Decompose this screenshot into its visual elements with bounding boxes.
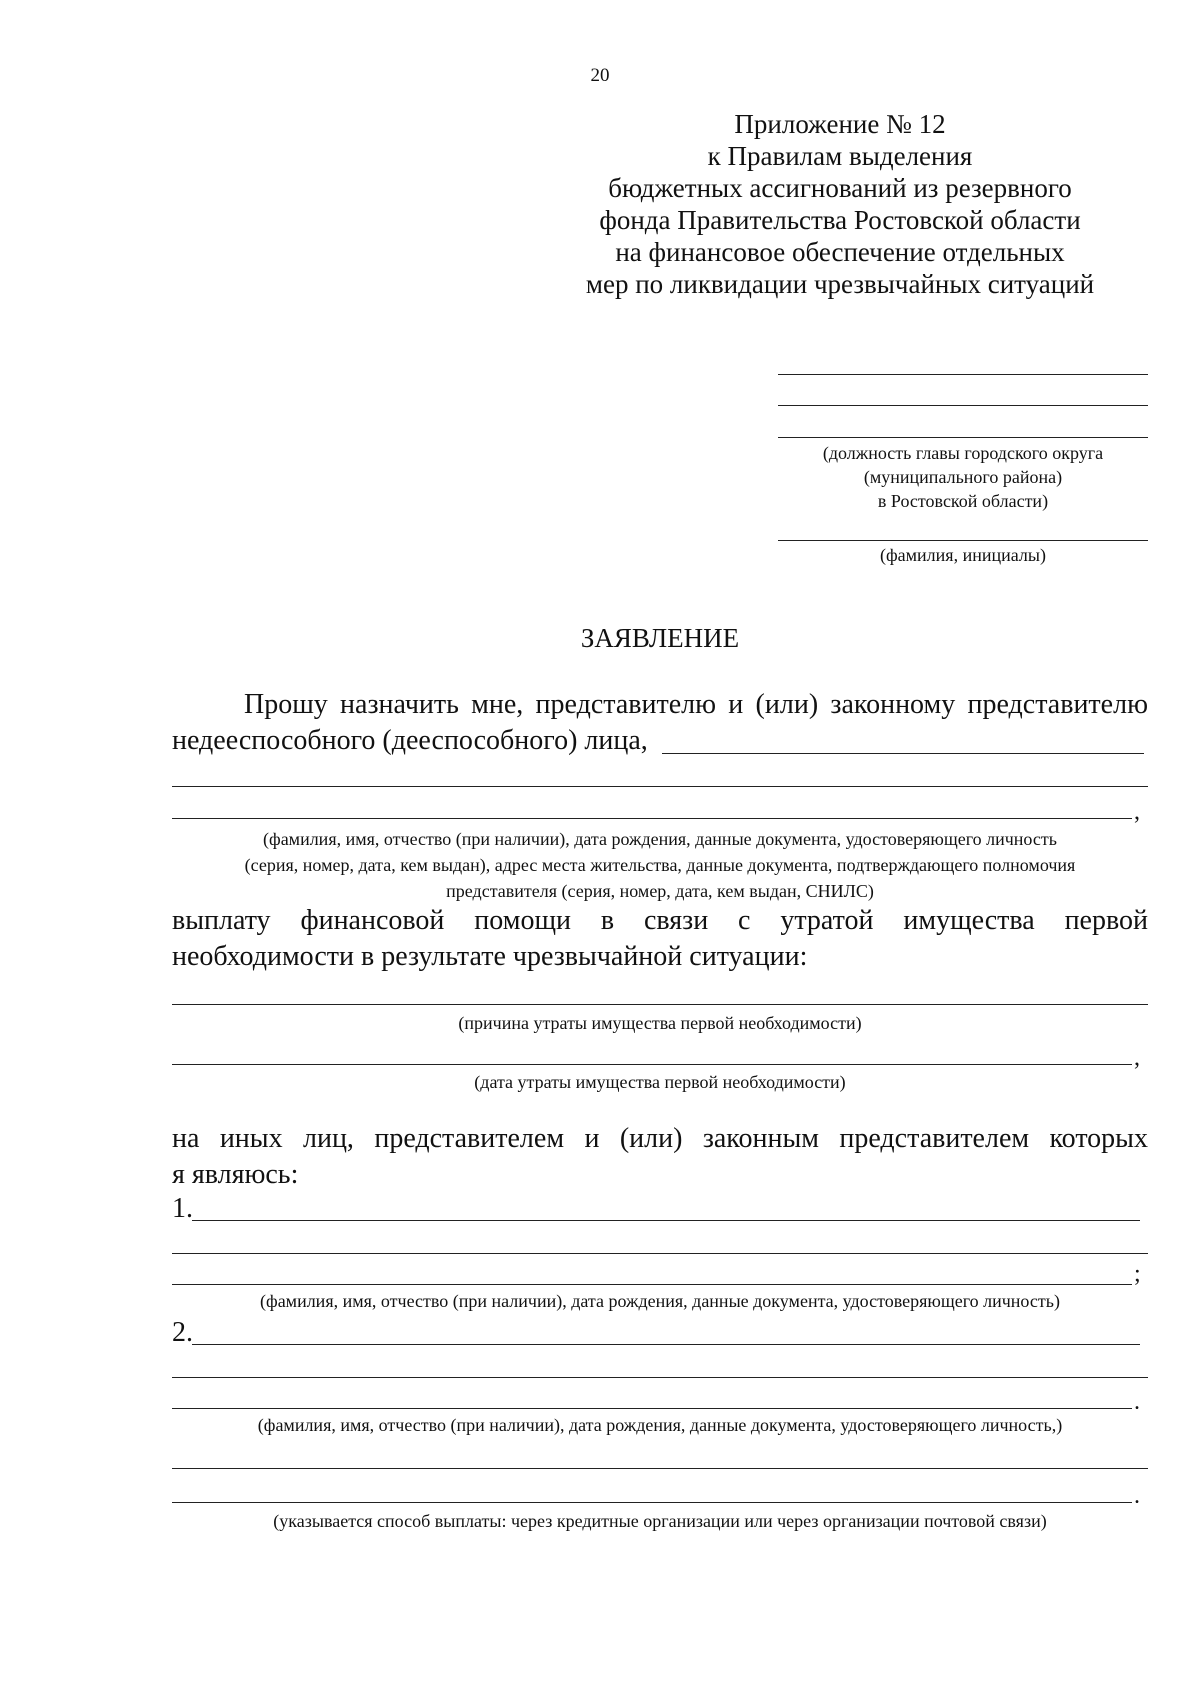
method-blank[interactable] (172, 1468, 1148, 1469)
method-blank[interactable] (172, 1502, 1132, 1503)
caption-line: (должность главы городского округа (822, 443, 1104, 463)
item-2-caption: (фамилия, имя, отчество (при наличии), дата рождения, данные документа, удостоверяющего личность,) (257, 1415, 1063, 1435)
applicant-caption (172, 826, 1148, 904)
item-2-blank[interactable] (172, 1377, 1148, 1378)
applicant-blank[interactable] (662, 753, 1144, 754)
recipient-position-blank[interactable] (778, 374, 1148, 375)
item-1-blank[interactable] (192, 1220, 1140, 1221)
reason-caption: (причина утраты имущества первой необходимости) (458, 1013, 862, 1033)
page-number: 20 (590, 65, 610, 86)
appendix-header (560, 108, 1120, 300)
applicant-blank[interactable] (172, 818, 1132, 819)
date-blank[interactable] (172, 1064, 1132, 1065)
header-line: Приложение № 12 (734, 109, 946, 139)
request-line-2: недееспособного (дееспособного) лица, (172, 725, 648, 756)
caption-line: (серия, номер, дата, кем выдан), адрес места жительства, данные документа, подтверждающего полномочия (244, 855, 1076, 875)
item-2-end: . (1134, 1389, 1140, 1415)
header-line: к Правилам выделения (707, 141, 973, 171)
reason-blank[interactable] (172, 1004, 1148, 1005)
date-comma: , (1134, 1045, 1140, 1071)
header-line: бюджетных ассигнований из резервного (608, 173, 1072, 203)
header-line: на финансовое обеспечение отдельных (615, 237, 1065, 267)
payment-line-2: необходимости в результате чрезвычайной ситуации: (172, 941, 808, 972)
item-1-caption: (фамилия, имя, отчество (при наличии), дата рождения, данные документа, удостоверяющего личность) (260, 1291, 1060, 1311)
recipient-position-blank[interactable] (778, 405, 1148, 406)
item-1-end: ; (1134, 1261, 1141, 1287)
caption-line: в Ростовской области) (877, 491, 1049, 511)
item-2-blank[interactable] (172, 1408, 1132, 1409)
caption-line: (фамилия, имя, отчество (при наличии), дата рождения, данные документа, удостоверяющего личность (263, 829, 1057, 849)
caption-line: (муниципального района) (863, 467, 1063, 487)
method-end: . (1134, 1483, 1140, 1509)
item-2-label: 2. (172, 1317, 193, 1348)
others-line-1: на иных лиц, представителем и (или) законным представителем которых (172, 1123, 1148, 1154)
recipient-name-blank[interactable] (778, 540, 1148, 541)
item-1-label: 1. (172, 1193, 193, 1224)
recipient-position-blank[interactable] (778, 437, 1148, 438)
caption-line: представителя (серия, номер, дата, кем выдан, СНИЛС) (446, 881, 874, 901)
recipient-position-caption (778, 441, 1148, 513)
payment-line-1: выплату финансовой помощи в связи с утратой имущества первой (172, 905, 1148, 936)
request-line-1: Прошу назначить мне, представителю и (или) законному представителю (244, 689, 1148, 720)
document-title: ЗАЯВЛЕНИЕ (580, 623, 740, 653)
date-caption: (дата утраты имущества первой необходимости) (474, 1072, 846, 1092)
others-line-2: я являюсь: (172, 1159, 299, 1190)
header-line: мер по ликвидации чрезвычайных ситуаций (585, 269, 1095, 299)
recipient-name-caption: (фамилия, инициалы) (880, 545, 1046, 565)
method-caption: (указывается способ выплаты: через кредитные организации или через организации почтовой связи) (273, 1511, 1047, 1531)
item-2-blank[interactable] (192, 1344, 1140, 1345)
item-1-blank[interactable] (172, 1253, 1148, 1254)
applicant-blank[interactable] (172, 786, 1148, 787)
item-1-blank[interactable] (172, 1284, 1132, 1285)
applicant-comma: , (1134, 799, 1140, 825)
header-line: фонда Правительства Ростовской области (599, 205, 1081, 235)
